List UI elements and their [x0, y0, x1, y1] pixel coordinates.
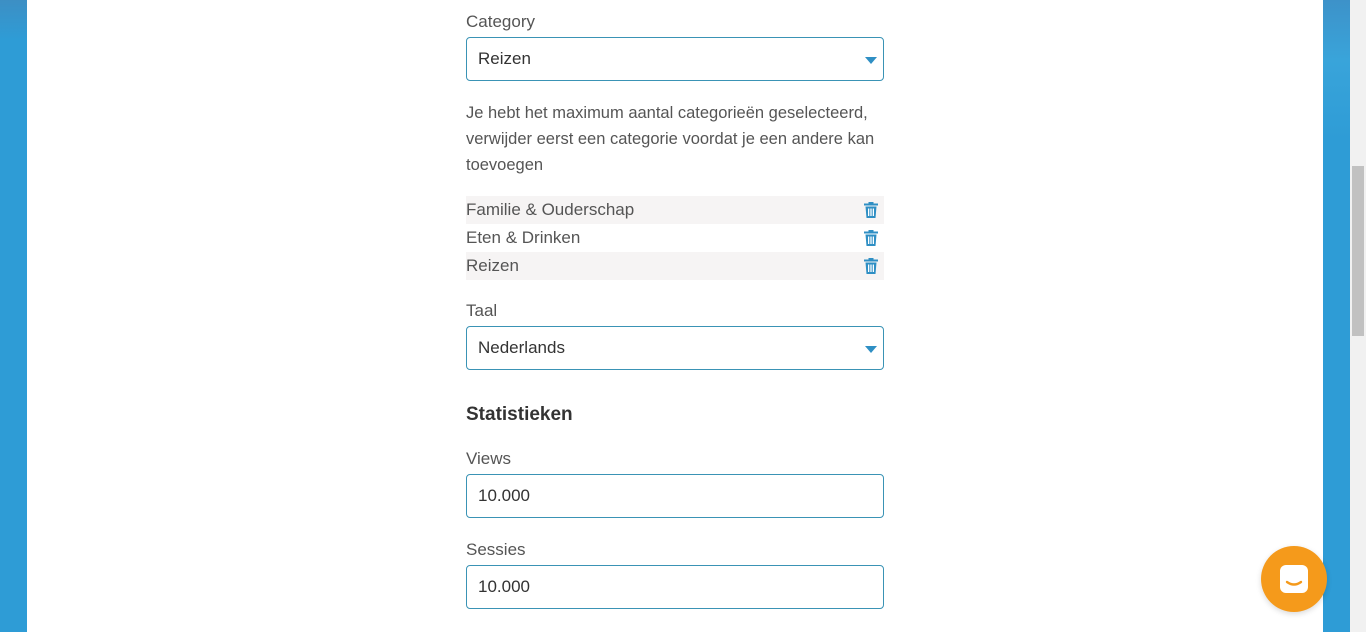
- page-background-right: [1323, 0, 1350, 632]
- views-input[interactable]: [466, 474, 884, 518]
- list-item: [466, 252, 884, 280]
- max-categories-notice: Je hebt het maximum aantal categorieën geselecteerd, verwijder eerst een categorie voordat je een andere kan toevoegen: [466, 104, 875, 174]
- page-background-left: [0, 0, 27, 632]
- category-select[interactable]: [466, 37, 884, 81]
- list-item: [466, 196, 884, 224]
- trash-icon[interactable]: [864, 202, 878, 218]
- category-name: Eten & Drinken: [466, 228, 581, 247]
- category-select-value: Reizen: [478, 49, 531, 68]
- language-select-value: Nederlands: [478, 338, 565, 357]
- language-label: Taal: [466, 301, 498, 320]
- category-label: Category: [466, 12, 535, 31]
- chat-icon: [1278, 563, 1310, 595]
- chevron-down-icon: [865, 57, 877, 64]
- chevron-down-icon: [865, 346, 877, 353]
- statistics-heading: Statistieken: [466, 404, 573, 425]
- views-label: Views: [466, 449, 512, 468]
- sessions-label: Sessies: [466, 540, 526, 559]
- category-name: Reizen: [466, 256, 519, 275]
- sessions-input[interactable]: [466, 565, 884, 609]
- trash-icon[interactable]: [864, 258, 878, 274]
- category-name: Familie & Ouderschap: [466, 200, 635, 219]
- sessions-input-value: 10.000: [478, 577, 530, 596]
- list-item: [466, 224, 884, 252]
- chat-launcher-button[interactable]: [1261, 546, 1327, 612]
- content-panel: [27, 0, 1323, 632]
- trash-icon[interactable]: [864, 230, 878, 246]
- views-input-value: 10.000: [478, 486, 530, 505]
- language-select[interactable]: [466, 326, 884, 370]
- scrollbar-thumb[interactable]: [1352, 166, 1364, 336]
